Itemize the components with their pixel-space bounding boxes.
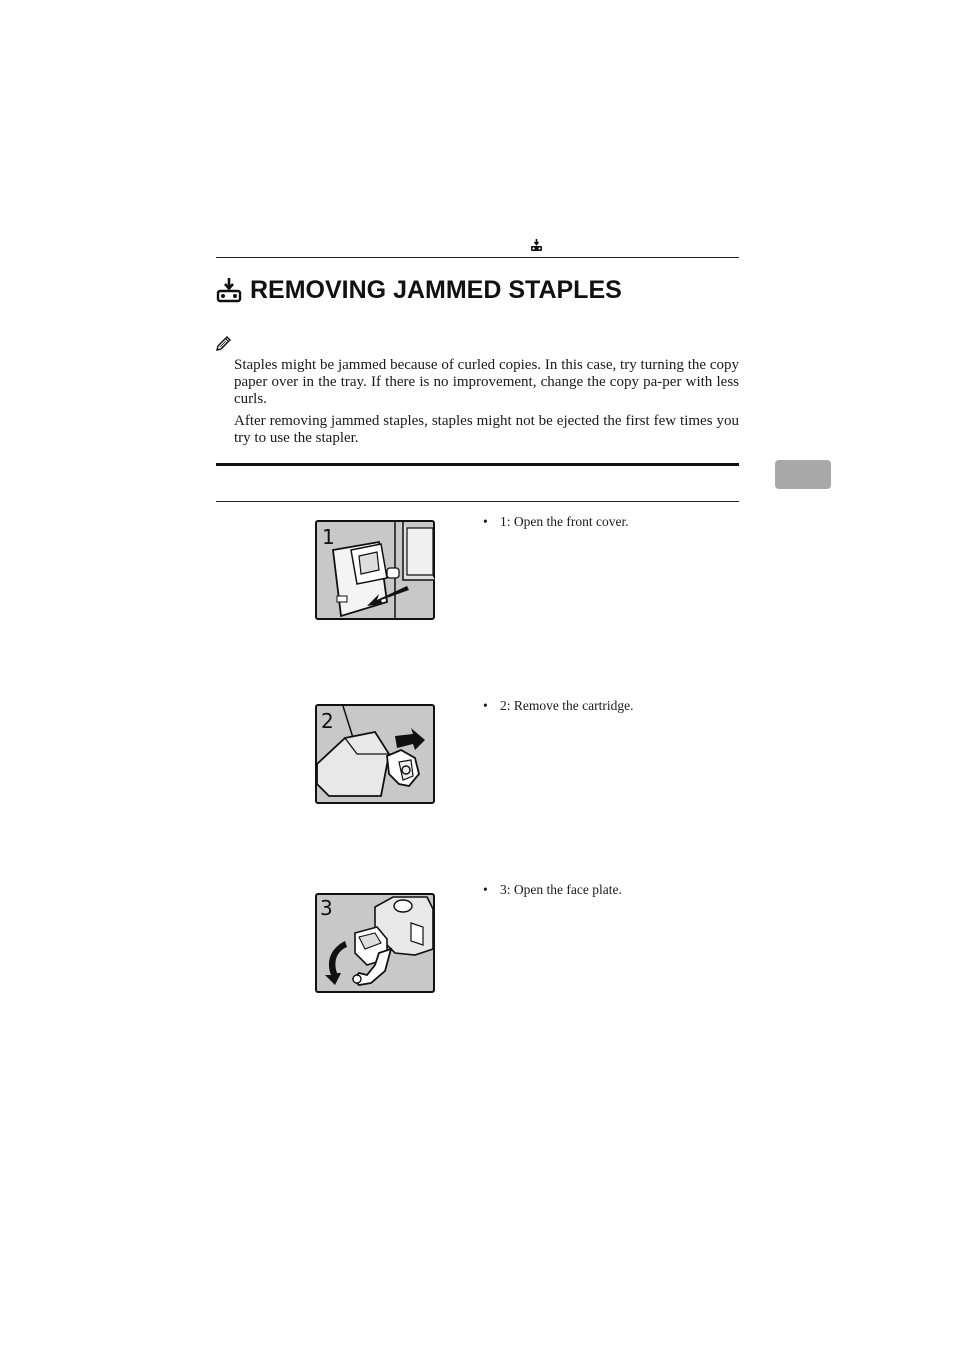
- note-paragraph: After removing jammed staples, staples might not be ejected the first few times you try to use the stapler.: [234, 413, 739, 446]
- step-2-illustration: [315, 704, 435, 804]
- step-3-illustration: [315, 893, 435, 993]
- step-1-illustration: [315, 520, 435, 620]
- step-item: [483, 513, 743, 530]
- step-text: 1: Open the front cover.: [500, 514, 629, 529]
- step-text: 2: Remove the cartridge.: [500, 698, 634, 713]
- subsection-rule: [216, 501, 739, 502]
- note-paragraph: Staples might be jammed because of curled copies. In this case, try turning the copy paper over in the tray. If there is no improvement, change the copy pa-per with less curls.: [234, 357, 739, 407]
- header-rule: [216, 257, 739, 258]
- bullet: •: [483, 698, 488, 713]
- bullet: •: [483, 882, 488, 897]
- step-text: 3: Open the face plate.: [500, 882, 622, 897]
- step-item: [483, 881, 743, 898]
- step-number: 1: [322, 525, 335, 549]
- stapler-icon: [530, 239, 543, 252]
- section-heading: [216, 274, 622, 306]
- section-rule: [216, 463, 739, 466]
- stapler-icon: [216, 277, 242, 303]
- chapter-tab: [775, 460, 831, 489]
- step-number: 3: [320, 896, 333, 920]
- page-title: REMOVING JAMMED STAPLES: [250, 276, 622, 304]
- pencil-note-icon: [215, 336, 232, 352]
- bullet: •: [483, 514, 488, 529]
- step-number: 2: [321, 709, 334, 733]
- step-item: [483, 697, 743, 714]
